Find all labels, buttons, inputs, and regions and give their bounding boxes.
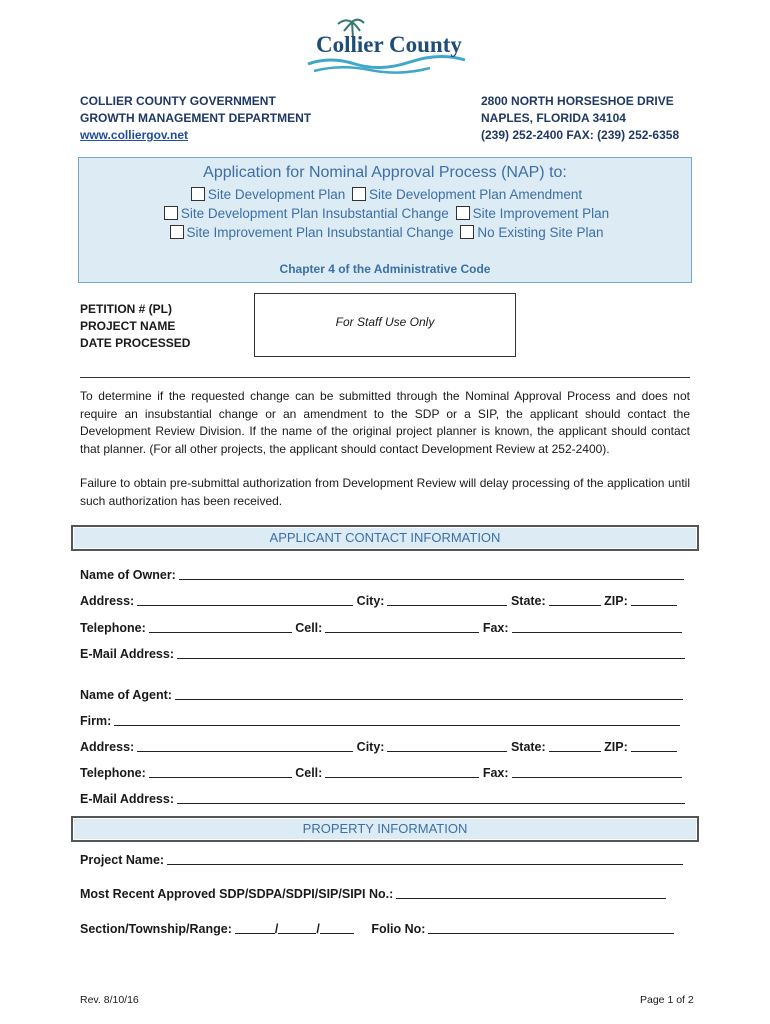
folio-label: Folio No: (371, 922, 426, 936)
collier-county-logo (300, 18, 470, 76)
separator: / (274, 922, 279, 936)
agent-email-field[interactable] (177, 791, 685, 804)
agent-address-field[interactable] (137, 739, 353, 752)
firm-row (80, 713, 680, 729)
option-sdp-label: Site Development Plan (207, 187, 346, 202)
agent-name-label: Name of Agent: (80, 688, 172, 702)
section-field[interactable] (235, 921, 275, 934)
cell-label: Cell: (295, 621, 323, 635)
owner-telephone-field[interactable] (149, 620, 292, 633)
option-sdpi-label: Site Development Plan Insubstantial Change (180, 206, 449, 221)
address-label: Address: (80, 740, 135, 754)
owner-name-row (80, 567, 684, 583)
separator: / (316, 922, 320, 936)
option-row-3 (79, 225, 691, 240)
date-processed-label: DATE PROCESSED (80, 336, 191, 350)
checkbox-no-existing[interactable] (460, 225, 474, 239)
page-number: Page 1 of 2 (640, 994, 694, 1006)
header-left (80, 93, 311, 144)
agent-name-field[interactable] (175, 687, 683, 700)
recent-approval-row (80, 886, 666, 902)
nap-title: Application for Nominal Approval Process (NAP) to: (203, 164, 567, 181)
owner-email-field[interactable] (177, 646, 685, 659)
project-name-label: PROJECT NAME (80, 319, 176, 333)
owner-email-row (80, 646, 685, 662)
agent-email-row (80, 791, 685, 807)
checkbox-sip[interactable] (456, 206, 470, 220)
owner-name-label: Name of Owner: (80, 568, 176, 582)
section-township-range-label: Section/Township/Range: (80, 922, 232, 936)
agent-address-row (80, 739, 677, 755)
applicant-section-header: APPLICANT CONTACT INFORMATION (71, 525, 699, 551)
telephone-label: Telephone: (80, 766, 146, 780)
option-sipi-label: Site Improvement Plan Insubstantial Change (186, 225, 454, 240)
project-name-field-label: Project Name: (80, 853, 165, 867)
recent-approval-label: Most Recent Approved SDP/SDPA/SDPI/SIP/SIPI No.: (80, 887, 394, 901)
owner-state-field[interactable] (549, 593, 601, 606)
owner-address-row (80, 593, 677, 609)
logo-wordmark: Collier County (316, 32, 462, 57)
cell-label: Cell: (295, 766, 323, 780)
revision-date: Rev. 8/10/16 (80, 994, 139, 1006)
email-label: E-Mail Address: (80, 647, 175, 661)
street-address: 2800 NORTH HORSESHOE DRIVE (481, 94, 674, 108)
agent-telephone-field[interactable] (149, 765, 292, 778)
option-row-1 (79, 187, 691, 202)
option-sdpa-label: Site Development Plan Amendment (368, 187, 583, 202)
option-none-label: No Existing Site Plan (477, 225, 604, 240)
owner-fax-field[interactable] (512, 620, 682, 633)
city-label: City: (356, 594, 385, 608)
phone-fax: (239) 252-2400 FAX: (239) 252-6358 (481, 128, 680, 142)
owner-name-field[interactable] (179, 567, 684, 580)
firm-label: Firm: (80, 714, 112, 728)
chapter-reference: Chapter 4 of the Administrative Code (279, 262, 491, 276)
warning-paragraph: Failure to obtain pre-submittal authorization from Development Review will delay processing of the application until such authorization has been received. (80, 476, 690, 508)
divider (80, 377, 690, 378)
checkbox-sipi[interactable] (170, 225, 184, 239)
intro-paragraph: To determine if the requested change can be submitted through the Nominal Approval Process and does not require an insubstantial change or an amendment to the SDP or a SIP, the applicant should contact the Development Review Division. If the name of the original project planner is known, the applicant should contact that planner. (For all other projects, the applicant should contact Development Review at 252-2400). (80, 389, 690, 456)
location-row (80, 921, 674, 937)
range-field[interactable] (320, 921, 354, 934)
org-name: COLLIER COUNTY GOVERNMENT (80, 94, 276, 108)
fax-label: Fax: (482, 621, 509, 635)
checkbox-sdpa[interactable] (352, 187, 366, 201)
recent-approval-field[interactable] (396, 886, 666, 899)
agent-cell-field[interactable] (325, 765, 479, 778)
agent-phone-row (80, 765, 682, 781)
agent-state-field[interactable] (549, 739, 601, 752)
fax-label: Fax: (482, 766, 509, 780)
email-label: E-Mail Address: (80, 792, 175, 806)
department-name: GROWTH MANAGEMENT DEPARTMENT (80, 111, 312, 125)
address-label: Address: (80, 594, 135, 608)
city-state-zip: NAPLES, FLORIDA 34104 (481, 111, 626, 125)
firm-field[interactable] (114, 713, 680, 726)
option-row-2 (79, 206, 691, 221)
owner-zip-field[interactable] (631, 593, 677, 606)
folio-field[interactable] (428, 921, 674, 934)
petition-number-label: PETITION # (PL) (80, 302, 173, 316)
project-name-field[interactable] (167, 852, 683, 865)
owner-address-field[interactable] (137, 593, 353, 606)
petition-labels (80, 301, 190, 352)
website-link[interactable]: www.colliergov.net (80, 128, 189, 142)
city-label: City: (356, 740, 385, 754)
header-right (481, 93, 679, 144)
zip-label: ZIP: (604, 740, 628, 754)
option-sip-label: Site Improvement Plan (472, 206, 610, 221)
staff-use-box[interactable] (254, 293, 516, 357)
telephone-label: Telephone: (80, 621, 146, 635)
zip-label: ZIP: (604, 594, 628, 608)
property-section-header: PROPERTY INFORMATION (71, 816, 699, 842)
agent-city-field[interactable] (387, 739, 507, 752)
staff-use-label: For Staff Use Only (335, 315, 435, 329)
agent-zip-field[interactable] (631, 739, 677, 752)
state-label: State: (510, 594, 546, 608)
nap-options-box (78, 157, 692, 283)
owner-phone-row (80, 620, 682, 636)
project-name-row (80, 852, 683, 868)
state-label: State: (510, 740, 546, 754)
agent-name-row (80, 687, 683, 703)
checkbox-sdp[interactable] (191, 187, 205, 201)
agent-fax-field[interactable] (512, 765, 682, 778)
township-field[interactable] (278, 921, 316, 934)
owner-cell-field[interactable] (325, 620, 479, 633)
checkbox-sdpi[interactable] (164, 206, 178, 220)
owner-city-field[interactable] (387, 593, 507, 606)
